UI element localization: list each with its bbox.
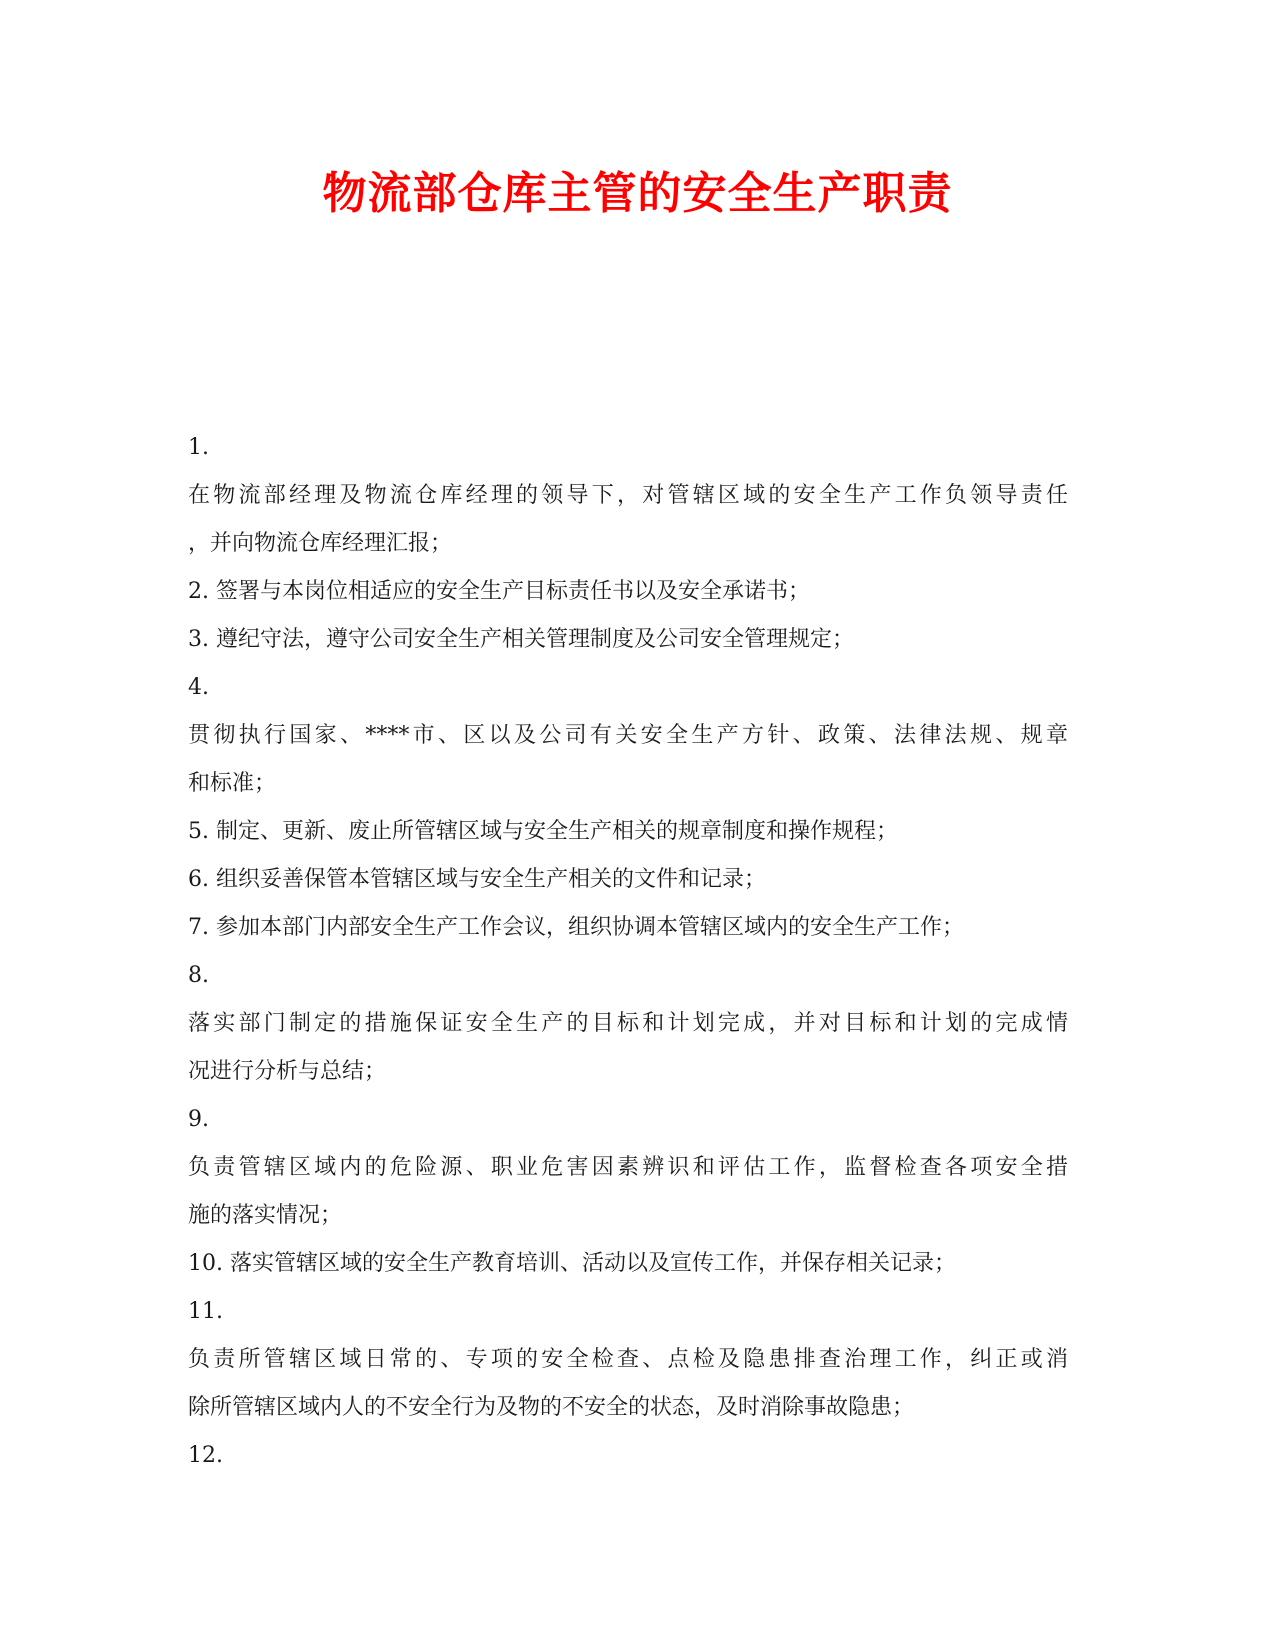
- body-line: 3. 遵纪守法，遵守公司安全生产相关管理制度及公司安全管理规定；: [188, 627, 854, 652]
- body-line: 负责管辖区域内的危险源、职业危害因素辨识和评估工作，监督检查各项安全措: [188, 1155, 1068, 1180]
- body-line: 11.: [188, 1299, 223, 1324]
- body-line: 12.: [188, 1443, 223, 1468]
- body-line: 8.: [188, 963, 209, 988]
- document-title: 物流部仓库主管的安全生产职责: [322, 168, 953, 219]
- body-line: 2. 签署与本岗位相适应的安全生产目标责任书以及安全承诺书；: [188, 579, 810, 604]
- body-line: 施的落实情况；: [188, 1203, 343, 1228]
- body-line: 除所管辖区域内人的不安全行为及物的不安全的状态，及时消除事故隐患；: [188, 1395, 915, 1420]
- body-line: 4.: [188, 675, 209, 700]
- body-line: 负责所管辖区域日常的、专项的安全检查、点检及隐患排查治理工作，纠正或消: [188, 1347, 1068, 1372]
- body-line: 1.: [188, 435, 209, 460]
- body-line: 6. 组织妥善保管本管辖区域与安全生产相关的文件和记录；: [188, 867, 766, 892]
- body-line: 10. 落实管辖区域的安全生产教育培训、活动以及宣传工作，并保存相关记录；: [188, 1251, 956, 1276]
- body-line: 和标准；: [188, 771, 277, 796]
- body-line: 况进行分析与总结；: [188, 1059, 387, 1084]
- body-line: 5. 制定、更新、废止所管辖区域与安全生产相关的规章制度和操作规程；: [188, 819, 898, 844]
- body-line: ，并向物流仓库经理汇报；: [188, 531, 453, 556]
- body-line: 落实部门制定的措施保证安全生产的目标和计划完成，并对目标和计划的完成情: [188, 1011, 1068, 1036]
- body-line: 在物流部经理及物流仓库经理的领导下，对管辖区域的安全生产工作负领导责任: [188, 483, 1068, 508]
- document-body: [188, 424, 1068, 1480]
- body-line: 贯彻执行国家、****市、区以及公司有关安全生产方针、政策、法律法规、规章: [188, 723, 1068, 748]
- body-line: 7. 参加本部门内部安全生产工作会议，组织协调本管辖区域内的安全生产工作；: [188, 915, 964, 940]
- body-line: 9.: [188, 1107, 209, 1132]
